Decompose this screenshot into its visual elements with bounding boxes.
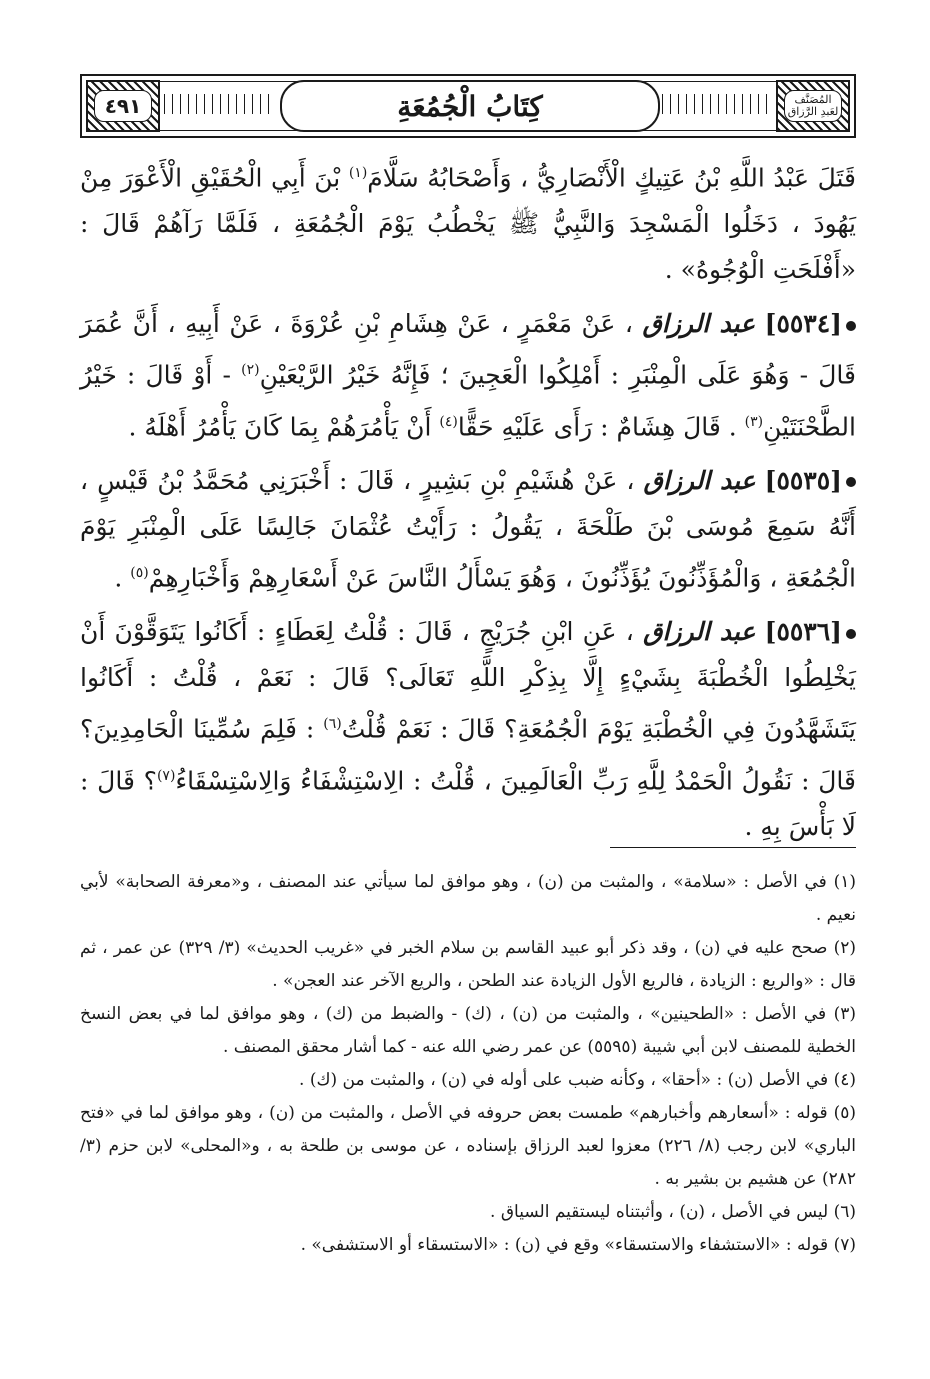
footnote-ref: (٣)	[744, 413, 764, 430]
paragraph-text: - أَوْ قَالَ : خَيْرُ الطَّحْنَتَيْنِ	[80, 360, 856, 441]
footnote-5: (٥) قوله : «أسعارهم وأخبارهم» طمست بعض حروفه في الأصل ، والمثبت من (ن) ، وهو موافق لما في «فتح الباري» لابن رجب (٨/ ٢٢٦) معزوا لعبد الرزاق بإسناده ، عن موسى بن طلحة به ، و«المحلى» لابن حزم (٣/ ٢٨٢) عن هشيم بن بشير به .	[80, 1103, 856, 1189]
footnote-2: (٢) صحح عليه في (ن) ، وقد ذكر أبو عبيد القاسم بن سلام الخبر في «غريب الحديث» (٣/ ٣٢٩) عن عمر ، ثم قال : «والريع : الزيادة ، فالريع الأول الزيادة عند الطحن ، والريع الآخر عند العجن» .	[80, 938, 856, 991]
footnote-7: (٧) قوله : «الاستشفاء والاستسقاء» وقع في (ن) : «الاستسقاء أو الاستشفى» .	[300, 1235, 856, 1255]
bullet-icon	[846, 477, 856, 487]
hadith-number: [٥٥٣٤]	[764, 309, 842, 339]
paragraph-text: أَنْ يَأْمُرَهُمْ بِمَا كَانَ يَأْمُرُ أَهْلَهُ .	[128, 411, 440, 441]
footnote-4: (٤) في الأصل (ن) : «أحقا» ، وكأنه ضبب على أوله في (ن) ، والمثبت من (ك) .	[299, 1070, 856, 1090]
hadith-5534	[80, 301, 856, 450]
book-logo-box	[776, 80, 850, 132]
page-header	[80, 74, 856, 138]
paragraph-text: بْنَ أَبِي الْحُقَيْقِ الْأَعْوَرَ مِنْ يَهُودَ ، دَخَلُوا الْمَسْجِدَ وَالنَّبِيُّ ﷺ يَخْطُبُ يَوْمَ الْجُمُعَةِ ، فَلَمَّا رَآهُمْ قَالَ : «أَفْلَحَتِ الْوُجُوهُ» .	[80, 163, 856, 285]
footnote-ref: (٧)	[156, 767, 176, 784]
chapter-title: كِتَابُ الْجُمُعَةِ	[397, 89, 543, 123]
footnote-ref: (٢)	[241, 362, 260, 379]
footnote-6: (٦) ليس في الأصل ، (ن) ، وأثبتناه ليستقيم السياق .	[490, 1202, 856, 1222]
bullet-icon	[846, 629, 856, 639]
footnote-1: (١) في الأصل : «سلامة» ، والمثبت من (ن) ، وهو موافق لما سيأتي عند المصنف ، و«معرفة الصحابة» لأبي نعيم .	[80, 872, 856, 925]
main-text	[80, 150, 856, 858]
narrator-name: عبد الرزاق	[643, 617, 756, 647]
footnote-ref: (٤)	[439, 413, 458, 430]
footnote-separator	[610, 847, 856, 848]
header-ornament-band-left	[164, 94, 274, 114]
paragraph-text: ؟ قَالَ : لَا بَأْسَ بِهِ .	[80, 765, 856, 841]
footnote-ref: (٦)	[323, 716, 342, 733]
paragraph-text: : فَلِمَ سُمِّينَا الْحَامِدِينَ؟ قَالَ : نَقُولُ الْحَمْدُ لِلَّهِ رَبِّ الْعَالَمِينَ ، قُلْتُ : الِاسْتِشْفَاءُ وَالِاسْتِسْقَاءُ	[80, 714, 856, 795]
footnote-ref: (٥)	[130, 564, 149, 581]
hadith-5536	[80, 609, 856, 850]
footnote-ref: (١)	[348, 165, 368, 181]
narrator-name: عبد الرزاق	[643, 465, 756, 495]
hadith-number: [٥٥٣٥]	[764, 465, 842, 495]
paragraph-text: .	[114, 563, 131, 593]
header-ornament-band-right	[662, 94, 772, 114]
footnote-3: (٣) في الأصل : «الطحينين» ، والمثبت من (ن) ، (ك) - والضبط من (ك) ، وهو موافق لما في بعض النسخ الخطية للمصنف لابن أبي شيبة (٥٥٩٥) عن عمر رضي الله عنه - كما أشار محقق المصنف .	[80, 1004, 856, 1057]
bullet-icon	[846, 321, 856, 331]
hadith-5535	[80, 458, 856, 601]
logo-bottom-text: لعَبدِ الرَّزاق	[787, 105, 839, 118]
footnotes	[80, 866, 856, 1262]
book-logo	[784, 90, 842, 122]
paragraph-continuation	[80, 150, 856, 293]
logo-top-text: المُصَنَّف	[794, 93, 832, 106]
chapter-title-cartouche	[280, 80, 660, 132]
paragraph-text: . قَالَ هِشَامٌ : رَأَى عَلَيْهِ حَقًّا	[457, 411, 745, 441]
paragraph-text: ، عَنِ ابْنِ جُرَيْجٍ ، قَالَ : قُلْتُ لِعَطَاءٍ : أَكَانُوا يَتَوَقَّوْنَ أَنْ يَخْلِطُوا الْخُطْبَةَ بِشَيْءٍ إِلَّا بِذِكْرِ اللَّهِ تَعَالَى؟ قَالَ : نَعَمْ ، قُلْتُ : أَكَانُوا يَتَشَهَّدُونَ فِي الْخُطْبَةِ يَوْمَ الْجُمُعَةِ؟ قَالَ : نَعَمْ قُلْتُ	[80, 617, 856, 744]
paragraph-text: ، عَنْ هُشَيْمِ بْنِ بَشِيرٍ ، قَالَ : أَخْبَرَنِي مُحَمَّدُ بْنُ قَيْسٍ ، أَنَّهُ سَمِعَ مُوسَى بْنَ طَلْحَةَ ، يَقُولُ : رَأَيْتُ عُثْمَانَ جَالِسًا عَلَى الْمِنْبَرِ يَوْمَ الْجُمُعَةِ ، وَالْمُؤَذِّنُونَ يُؤَذِّنُونَ ، وَهُوَ يَسْأَلُ النَّاسَ عَنْ أَسْعَارِهِمْ وَأَخْبَارِهِمْ	[80, 465, 856, 593]
paragraph-text: قَتَلَ عَبْدُ اللَّهِ بْنُ عَتِيكٍ الْأَنْصَارِيُّ ، وَأَصْحَابُهُ سَلَّامَ	[367, 163, 856, 193]
narrator-name: عبد الرزاق	[642, 309, 756, 339]
paragraph-text: ، عَنْ مَعْمَرٍ ، عَنْ هِشَامِ بْنِ عُرْوَةَ ، عَنْ أَبِيهِ ، أَنَّ عُمَرَ قَالَ - وَهُوَ عَلَى الْمِنْبَرِ : أَمْلِكُوا الْعَجِينَ ؛ فَإِنَّهُ خَيْرُ الرَّيْعَيْنِ	[80, 309, 856, 390]
page-number: ٤٩١	[104, 94, 142, 118]
page-number-box	[86, 80, 160, 132]
hadith-number: [٥٥٣٦]	[764, 617, 842, 647]
